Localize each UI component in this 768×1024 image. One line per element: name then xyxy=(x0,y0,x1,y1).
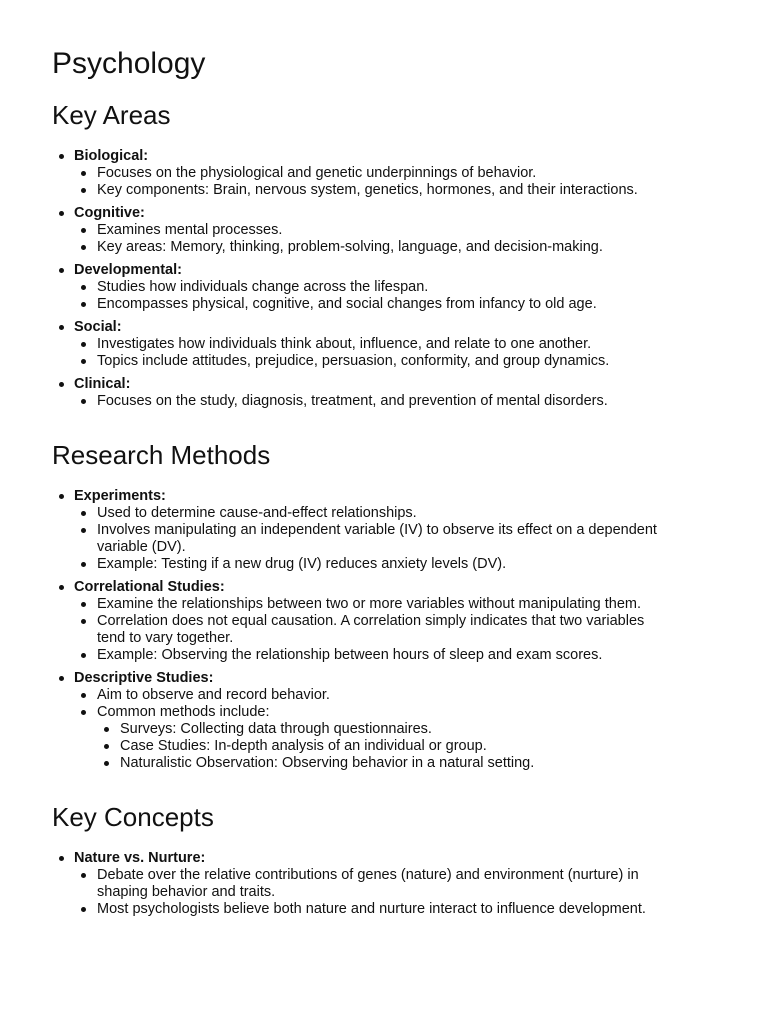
research-methods-heading: Research Methods xyxy=(52,440,271,470)
key-areas-heading: Key Areas xyxy=(52,100,171,130)
list-item: Investigates how individuals think about, influence, and relate to one another. xyxy=(74,336,672,353)
list-item xyxy=(52,319,672,370)
list-item: Focuses on the study, diagnosis, treatment, and prevention of mental disorders. xyxy=(74,393,672,410)
key-concepts-heading: Key Concepts xyxy=(52,802,214,832)
category-label: Correlational Studies: xyxy=(74,579,225,595)
list-item: Encompasses physical, cognitive, and social changes from infancy to old age. xyxy=(74,296,672,313)
category-label: Biological: xyxy=(74,148,149,164)
list-item: Surveys: Collecting data through questionnaires. xyxy=(97,721,672,738)
category-label: Experiments: xyxy=(74,488,166,504)
list-item: Key components: Brain, nervous system, genetics, hormones, and their interactions. xyxy=(74,182,672,199)
category-label: Developmental: xyxy=(74,262,182,278)
list-item: Examine the relationships between two or more variables without manipulating them. xyxy=(74,596,672,613)
category-label: Clinical: xyxy=(74,376,131,392)
key-concepts-list xyxy=(52,850,672,918)
list-item xyxy=(52,579,672,664)
list-item xyxy=(52,376,672,410)
list-item-text: Common methods include: xyxy=(97,704,270,720)
list-item xyxy=(52,850,672,918)
page-title: Psychology xyxy=(52,47,206,80)
research-methods-section xyxy=(52,438,716,772)
list-item xyxy=(52,148,672,199)
key-concepts-section xyxy=(52,800,716,918)
list-item xyxy=(74,704,672,772)
list-item: Example: Testing if a new drug (IV) reduces anxiety levels (DV). xyxy=(74,556,672,573)
category-label: Social: xyxy=(74,319,122,335)
list-item: Topics include attitudes, prejudice, persuasion, conformity, and group dynamics. xyxy=(74,353,672,370)
list-item: Naturalistic Observation: Observing behavior in a natural setting. xyxy=(97,755,672,772)
category-label: Cognitive: xyxy=(74,205,145,221)
key-areas-section xyxy=(52,98,716,410)
list-item: Studies how individuals change across the lifespan. xyxy=(74,279,672,296)
list-item: Aim to observe and record behavior. xyxy=(74,687,672,704)
list-item: Focuses on the physiological and genetic underpinnings of behavior. xyxy=(74,165,672,182)
list-item: Key areas: Memory, thinking, problem-solving, language, and decision-making. xyxy=(74,239,672,256)
list-item xyxy=(52,205,672,256)
list-item: Used to determine cause-and-effect relationships. xyxy=(74,505,672,522)
list-item xyxy=(52,262,672,313)
list-item: Most psychologists believe both nature and nurture interact to influence development. xyxy=(74,901,672,918)
list-item: Examines mental processes. xyxy=(74,222,672,239)
list-item xyxy=(52,488,672,573)
list-item xyxy=(52,670,672,772)
list-item: Correlation does not equal causation. A correlation simply indicates that two variables tend to vary together. xyxy=(74,613,672,647)
list-item: Example: Observing the relationship between hours of sleep and exam scores. xyxy=(74,647,672,664)
key-areas-list xyxy=(52,148,672,410)
list-item: Involves manipulating an independent variable (IV) to observe its effect on a dependent variable (DV). xyxy=(74,522,672,556)
list-item: Case Studies: In-depth analysis of an individual or group. xyxy=(97,738,672,755)
category-label: Descriptive Studies: xyxy=(74,670,214,686)
list-item: Debate over the relative contributions of genes (nature) and environment (nurture) in shaping behavior and traits. xyxy=(74,867,672,901)
category-label: Nature vs. Nurture: xyxy=(74,850,206,866)
research-methods-list xyxy=(52,488,672,772)
